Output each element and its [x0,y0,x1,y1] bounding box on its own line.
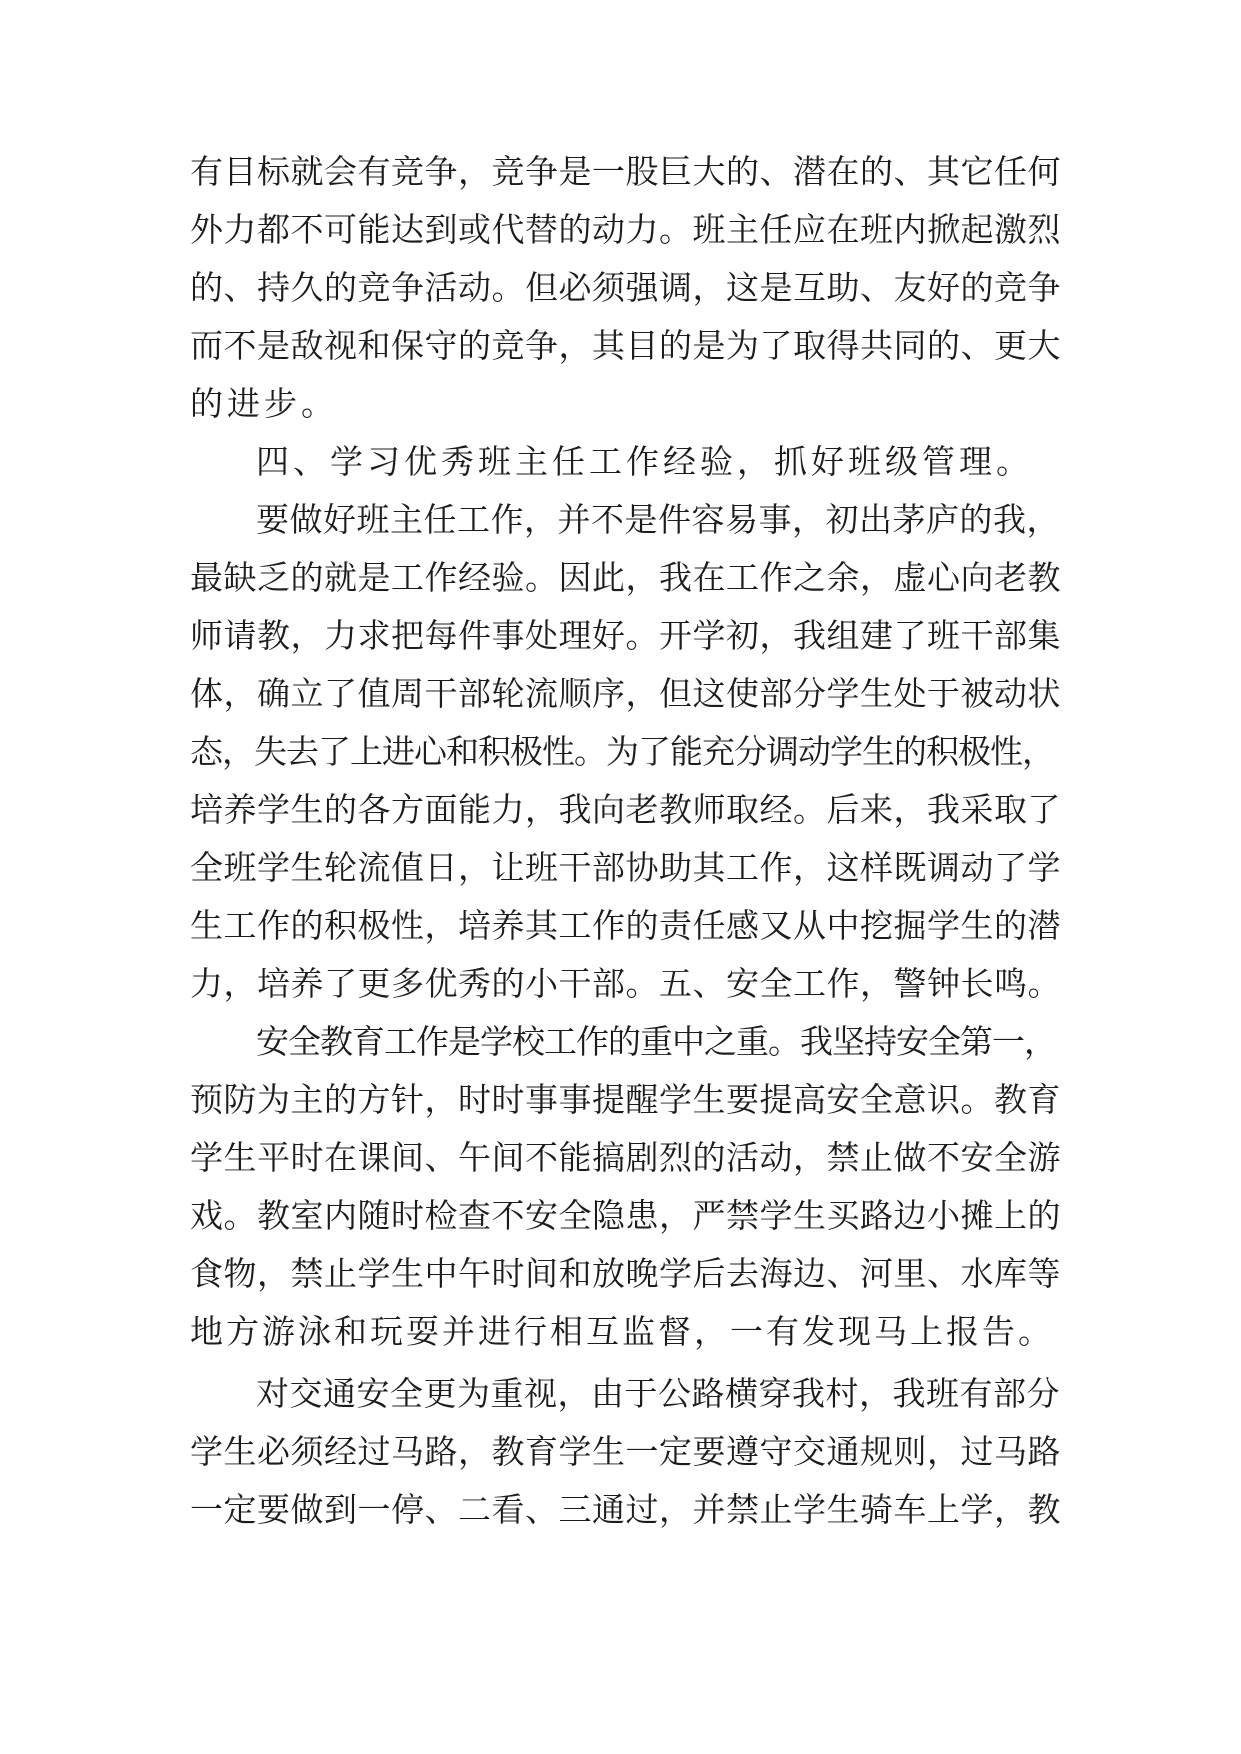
text-line: 食物，禁止学生中午时间和放晚学后去海边、河里、水库等 [190,1254,1061,1293]
text-line: 学生必须经过马路，教育学生一定要遵守交通规则，过马路 [190,1432,1061,1471]
text-line: 的、持久的竞争活动。但必须强调，这是互助、友好的竞争 [190,268,1061,307]
text-line: 一定要做到一停、二看、三通过，并禁止学生骑车上学，教 [190,1490,1061,1529]
text-line: 最缺乏的就是工作经验。因此，我在工作之余，虚心向老教 [190,558,1061,597]
paragraph-start-line: 对交通安全更为重视，由于公路横穿我村，我班有部分 [256,1374,1060,1413]
text-line: 全班学生轮流值日，让班干部协助其工作，这样既调动了学 [190,848,1061,887]
text-line: 体，确立了值周干部轮流顺序，但这使部分学生处于被动状 [190,674,1061,713]
text-line: 学生平时在课间、午间不能搞剧烈的活动，禁止做不安全游 [190,1138,1061,1177]
text-line: 态，失去了上进心和积极性。为了能充分调动学生的积极性， [190,732,1054,771]
section-heading: 四、学习优秀班主任工作经验，抓好班级管理。 [256,442,1033,481]
text-line: 地方游泳和玩耍并进行相互监督，一有发现马上报告。 [190,1312,1054,1351]
paragraph-start-line: 要做好班主任工作，并不是件容易事，初出茅庐的我， [256,500,1060,539]
text-line: 力，培养了更多优秀的小干部。五、安全工作，警钟长鸣。 [190,964,1061,1003]
text-line: 培养学生的各方面能力，我向老教师取经。后来，我采取了 [190,790,1061,829]
text-line: 的进步。 [190,384,338,423]
text-line: 预防为主的方针，时时事事提醒学生要提高安全意识。教育 [190,1080,1061,1119]
paragraph-start-line: 安全教育工作是学校工作的重中之重。我坚持安全第一， [256,1022,1056,1061]
text-line: 外力都不可能达到或代替的动力。班主任应在班内掀起激烈 [190,210,1061,249]
text-line: 有目标就会有竞争，竞争是一股巨大的、潜在的、其它任何 [190,152,1061,191]
text-line: 生工作的积极性，培养其工作的责任感又从中挖掘学生的潜 [190,906,1061,945]
text-line: 师请教，力求把每件事处理好。开学初，我组建了班干部集 [190,616,1061,655]
text-line: 而不是敌视和保守的竞争，其目的是为了取得共同的、更大 [190,326,1061,365]
text-line: 戏。教室内随时检查不安全隐患，严禁学生买路边小摊上的 [190,1196,1061,1235]
